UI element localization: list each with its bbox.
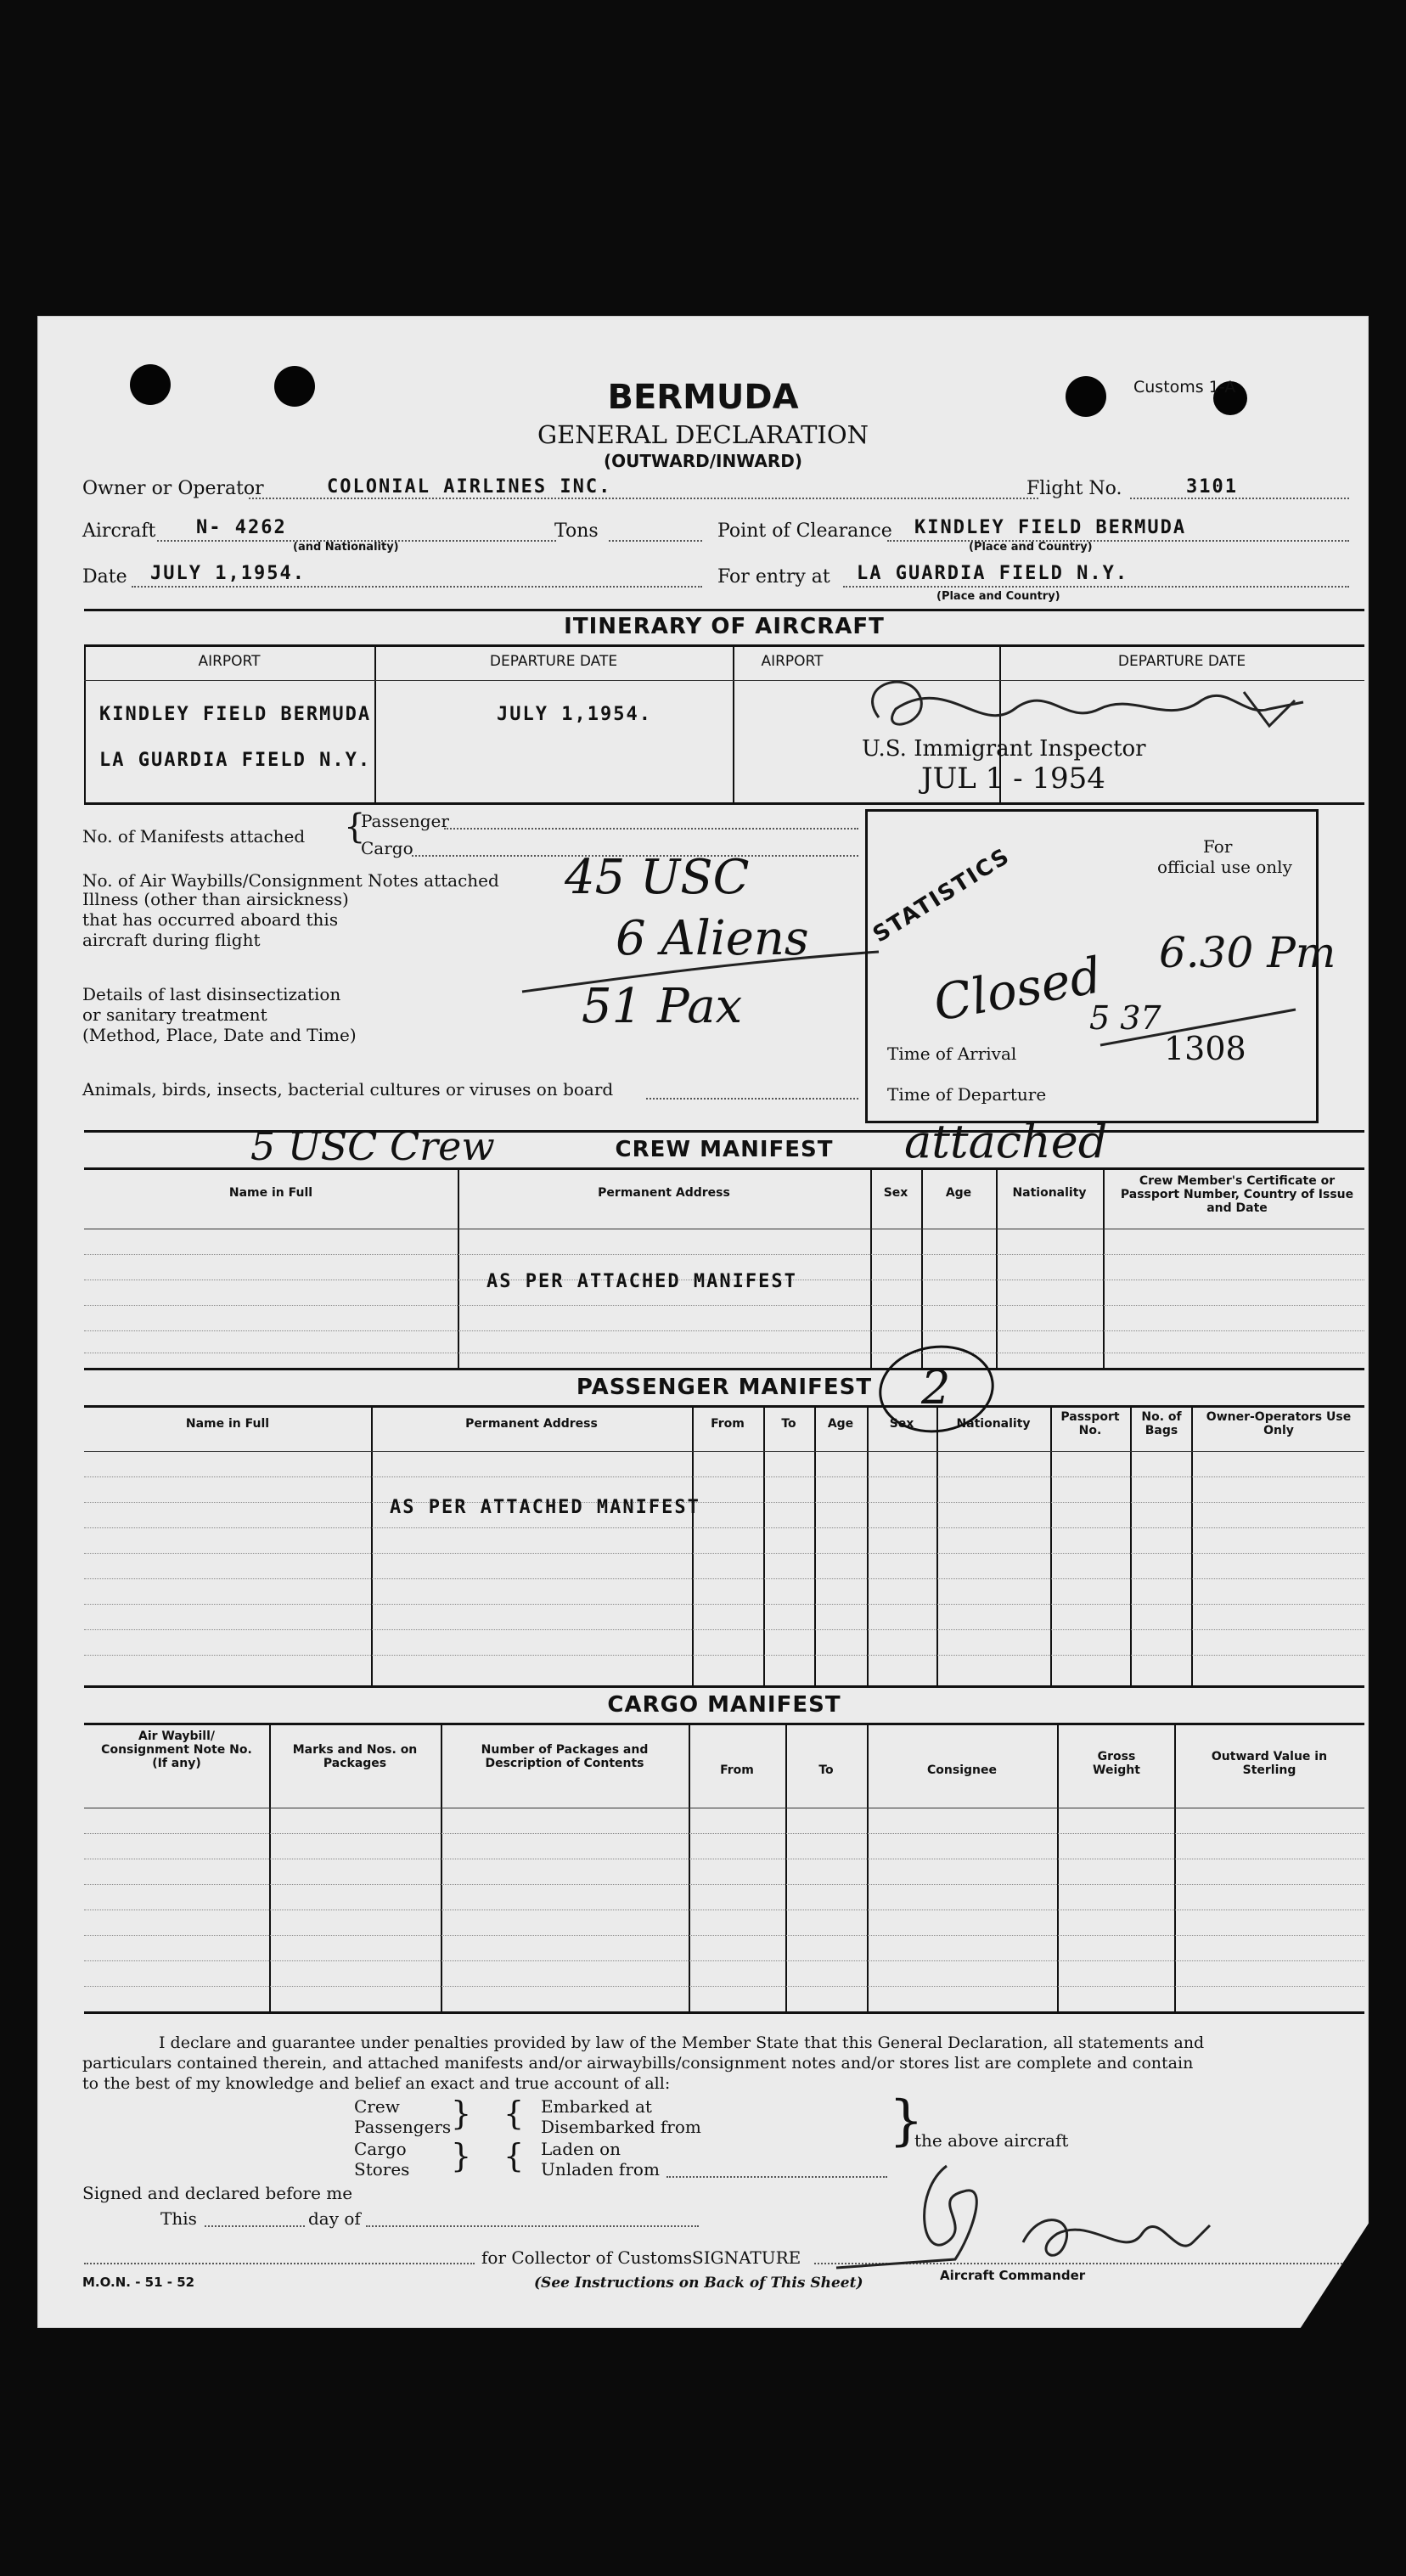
footer-cargo: Cargo [354, 2139, 407, 2159]
footer-passengers: Passengers [354, 2117, 452, 2137]
official-label-1: For [1203, 836, 1233, 857]
footer-stores: Stores [354, 2159, 410, 2179]
crew-hand-left: 5 USC Crew [250, 1123, 495, 1169]
entry-label: For entry at [717, 566, 830, 588]
crew-typed: AS PER ATTACHED MANIFEST [486, 1271, 797, 1292]
crew-title: CREW MANIFEST [615, 1137, 834, 1162]
brace-icon: { [503, 2095, 525, 2132]
brace-icon: } [451, 2095, 472, 2132]
footer-crew: Crew [354, 2096, 400, 2117]
crew-hand-right: attached [904, 1115, 1108, 1168]
cargo-col-packages: Number of Packages and Description of Contents [481, 1743, 649, 1770]
passenger-label: Passenger [361, 811, 449, 831]
itinerary-title: ITINERARY OF AIRCRAFT [564, 614, 885, 639]
footer-embarked: Embarked at [541, 2096, 652, 2117]
passenger-typed: AS PER ATTACHED MANIFEST [390, 1497, 700, 1518]
hand-note-3: 51 Pax [582, 979, 743, 1034]
flight-value: 3101 [1186, 476, 1238, 498]
passenger-col-name: Name in Full [185, 1417, 270, 1431]
arrival-label: Time of Arrival [887, 1043, 1017, 1064]
aircraft-value: N- 4262 [196, 517, 287, 538]
illness-label-3: aircraft during flight [82, 930, 261, 950]
footer-day-of: day of [308, 2208, 361, 2229]
cargo-col-weight: Gross Weight [1093, 1750, 1140, 1777]
tons-label: Tons [554, 520, 599, 542]
crew-col-sex: Sex [883, 1186, 908, 1200]
passenger-col-nationality: Nationality [956, 1417, 1031, 1431]
declaration-line-1: I declare and guarantee under penalties provided by law of the Member State that this General Declaration, all statements and [159, 2033, 1205, 2052]
place-country-note-2: (Place and Country) [936, 590, 1060, 603]
waybills-label: No. of Air Waybills/Consignment Notes attached [82, 870, 499, 891]
owner-label: Owner or Operator [82, 478, 264, 499]
owner-value: COLONIAL AIRLINES INC. [327, 476, 612, 498]
arrival-hand-2: 1308 [1164, 1030, 1246, 1067]
clearance-value: KINDLEY FIELD BERMUDA [914, 517, 1187, 538]
title: BERMUDA [607, 378, 799, 417]
itinerary-col-departure-1: DEPARTURE DATE [489, 653, 618, 670]
folded-corner [1300, 2222, 1369, 2329]
date-label: Date [82, 566, 127, 588]
hand-note-1: 45 USC [565, 850, 750, 905]
hand-note-2: 6 Aliens [616, 911, 809, 966]
itinerary-col-airport-2: AIRPORT [761, 653, 824, 670]
hand-closed: Closed [929, 946, 1106, 1032]
brace-icon: { [503, 2137, 525, 2174]
passenger-col-bags: No. of Bags [1141, 1410, 1182, 1437]
disinsect-label-2: or sanitary treatment [82, 1004, 267, 1025]
form-code: Customs 1-A [1133, 378, 1236, 397]
footer-collector: for Collector of Customs [481, 2247, 693, 2268]
cargo-col-value: Outward Value in Sterling [1211, 1750, 1328, 1777]
animals-label: Animals, birds, insects, bacterial cultures or viruses on board [82, 1079, 614, 1100]
cargo-label: Cargo [361, 838, 413, 858]
declaration-line-2: particulars contained therein, and attached manifests and/or airwaybills/consignment notes and/or stores list are complete and contain [82, 2054, 1194, 2073]
departure-label: Time of Departure [887, 1084, 1047, 1105]
direction: (OUTWARD/INWARD) [604, 451, 802, 471]
passenger-title: PASSENGER MANIFEST [576, 1375, 873, 1400]
cargo-col-waybill: Air Waybill/ Consignment Note No. (If any) [101, 1730, 252, 1770]
passenger-col-from: From [711, 1417, 745, 1431]
footer-signature: SIGNATURE [692, 2247, 801, 2268]
passenger-col-address: Permanent Address [465, 1417, 598, 1431]
clearance-label: Point of Clearance [717, 520, 892, 542]
illness-label-1: Illness (other than airsickness) [82, 889, 349, 909]
footer-above-aircraft: the above aircraft [914, 2130, 1069, 2151]
brace-icon: } [451, 2137, 472, 2174]
passenger-col-age: Age [827, 1417, 854, 1431]
footer-unladen: Unladen from [541, 2159, 660, 2179]
inspector-label: U.S. Immigrant Inspector [862, 736, 1146, 762]
passenger-col-sex: Sex [889, 1417, 914, 1431]
commander-signature [819, 2140, 1261, 2276]
cargo-col-from: From [720, 1763, 754, 1777]
crew-col-certificate: Crew Member's Certificate or Passport Number, Country of Issue and Date [1120, 1174, 1354, 1215]
disinsect-label-1: Details of last disinsectization [82, 984, 341, 1004]
circled-number-value: 2 [921, 1361, 951, 1415]
entry-value: LA GUARDIA FIELD N.Y. [857, 563, 1129, 584]
cargo-title: CARGO MANIFEST [607, 1692, 841, 1718]
disinsect-label-3: (Method, Place, Date and Time) [82, 1025, 357, 1045]
statistics-stamp: STATISTICS [869, 843, 1015, 948]
footer-signed: Signed and declared before me [82, 2183, 353, 2203]
footer-this: This [160, 2208, 197, 2229]
flight-label: Flight No. [1026, 478, 1122, 499]
passenger-col-passport: Passport No. [1060, 1410, 1120, 1437]
crew-col-nationality: Nationality [1012, 1186, 1087, 1200]
footer-laden: Laden on [541, 2139, 621, 2159]
footer-disembarked: Disembarked from [541, 2117, 701, 2137]
date-value: JULY 1,1954. [150, 563, 306, 584]
illness-label-2: that has occurred aboard this [82, 909, 339, 930]
cargo-col-marks: Marks and Nos. on Packages [292, 1743, 418, 1770]
official-label-2: official use only [1157, 857, 1292, 877]
form-number: M.O.N. - 51 - 52 [82, 2275, 195, 2290]
cargo-col-to: To [818, 1763, 834, 1777]
inspector-stamp-date: JUL 1 - 1954 [921, 762, 1105, 796]
crew-col-name: Name in Full [228, 1186, 313, 1200]
brace-icon: { [344, 807, 366, 846]
declaration-sheet [37, 316, 1369, 2328]
place-country-note: (Place and Country) [969, 541, 1093, 554]
crew-col-age: Age [945, 1186, 972, 1200]
brace-icon: } [889, 2089, 924, 2152]
itinerary-row-1-departure: JULY 1,1954. [497, 704, 652, 725]
subtitle: GENERAL DECLARATION [537, 420, 869, 449]
itinerary-row-1-airport: KINDLEY FIELD BERMUDA [99, 704, 372, 725]
declaration-line-3: to the best of my knowledge and belief an exact and true account of all: [82, 2074, 671, 2093]
footer-commander: Aircraft Commander [940, 2268, 1086, 2283]
itinerary-col-airport-1: AIRPORT [198, 653, 261, 670]
nationality-note: (and Nationality) [293, 541, 399, 554]
itinerary-row-2-airport: LA GUARDIA FIELD N.Y. [99, 750, 372, 771]
itinerary-col-departure-2: DEPARTURE DATE [1117, 653, 1246, 670]
cargo-col-consignee: Consignee [927, 1763, 997, 1777]
footer-instructions: (See Instructions on Back of This Sheet) [534, 2275, 863, 2292]
passenger-col-owner: Owner-Operators Use Only [1206, 1410, 1352, 1437]
passenger-col-to: To [781, 1417, 796, 1431]
hand-time: 6.30 Pm [1159, 928, 1336, 977]
crew-col-address: Permanent Address [598, 1186, 730, 1200]
aircraft-label: Aircraft [82, 520, 156, 542]
arrival-hand: 5 37 [1089, 999, 1161, 1037]
manifests-label: No. of Manifests attached [82, 826, 306, 846]
